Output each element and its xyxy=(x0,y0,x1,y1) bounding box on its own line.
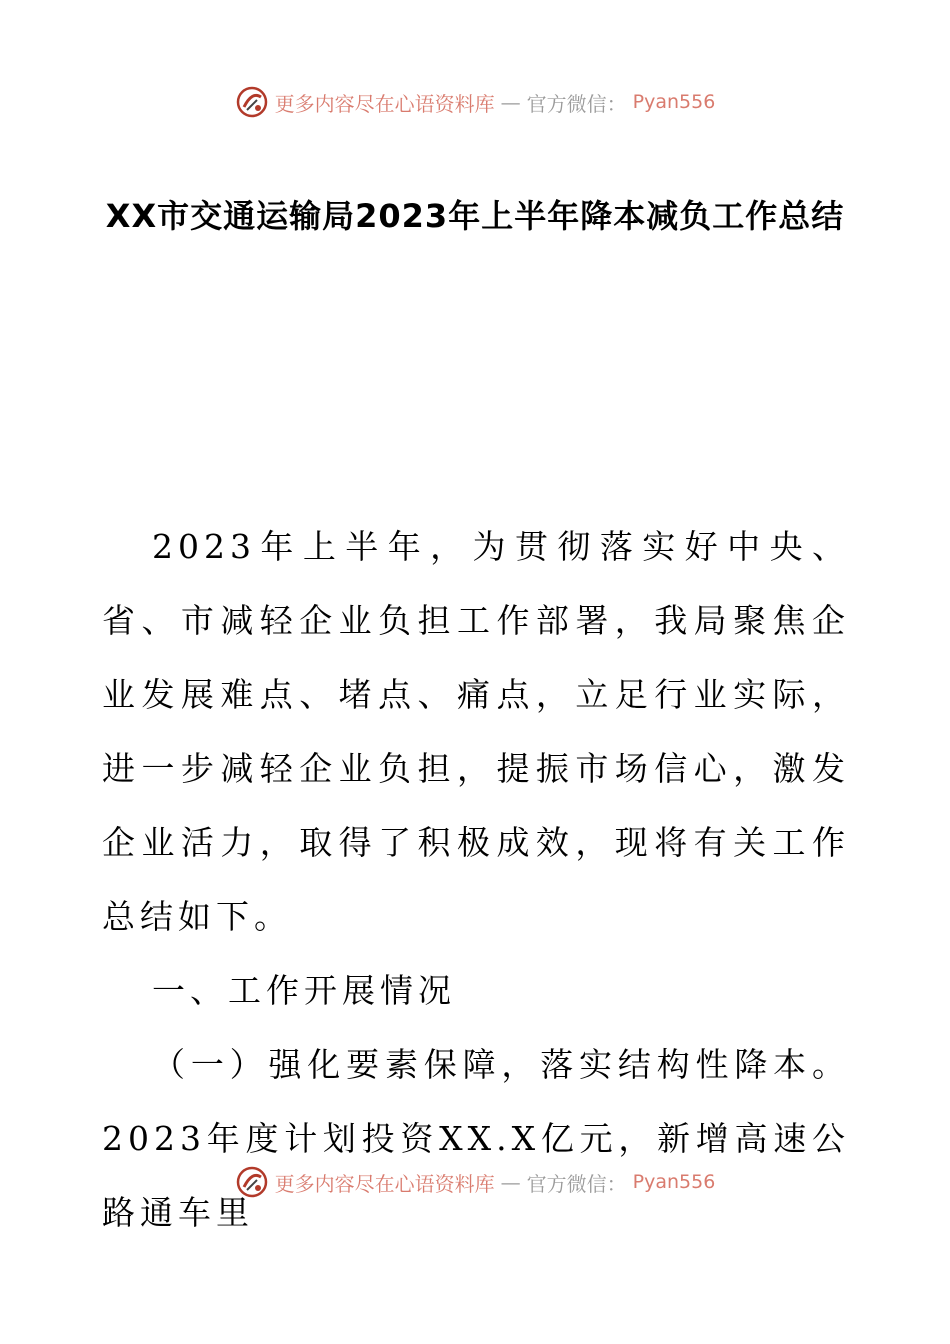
watermark-channel-label: 官方微信： xyxy=(526,91,627,116)
seal-logo-icon xyxy=(235,85,269,119)
watermark-header xyxy=(0,82,950,122)
intro-paragraph: 2023年上半年，为贯彻落实好中央、省、市减轻企业负担工作部署，我局聚焦企业发展难点、堵点、痛点，立足行业实际，进一步减轻企业负担，提振市场信心，激发企业活力，取得了积极成效，现将有关工作总结如下。 xyxy=(102,527,850,936)
document-title: XX市交通运输局2023年上半年降本减负工作总结 xyxy=(105,197,845,235)
watermark-account-id: Pyan556 xyxy=(632,1171,716,1193)
watermark-separator: — xyxy=(500,1170,521,1194)
document-body xyxy=(102,510,850,1250)
watermark-channel-label: 官方微信： xyxy=(526,1171,627,1196)
watermark-separator: — xyxy=(500,90,521,114)
subsection-paragraph: （一）强化要素保障，落实结构性降本。2023年度计划投资XX.X亿元，新增高速公路通车里 xyxy=(102,1045,850,1232)
watermark-footer xyxy=(0,1162,950,1202)
watermark-account-id: Pyan556 xyxy=(632,91,716,113)
section-heading: 一、工作开展情况 xyxy=(152,971,456,1010)
watermark-main-text: 更多内容尽在心语资料库 xyxy=(274,91,495,116)
watermark-main-text: 更多内容尽在心语资料库 xyxy=(274,1171,495,1196)
seal-logo-icon xyxy=(235,1165,269,1199)
